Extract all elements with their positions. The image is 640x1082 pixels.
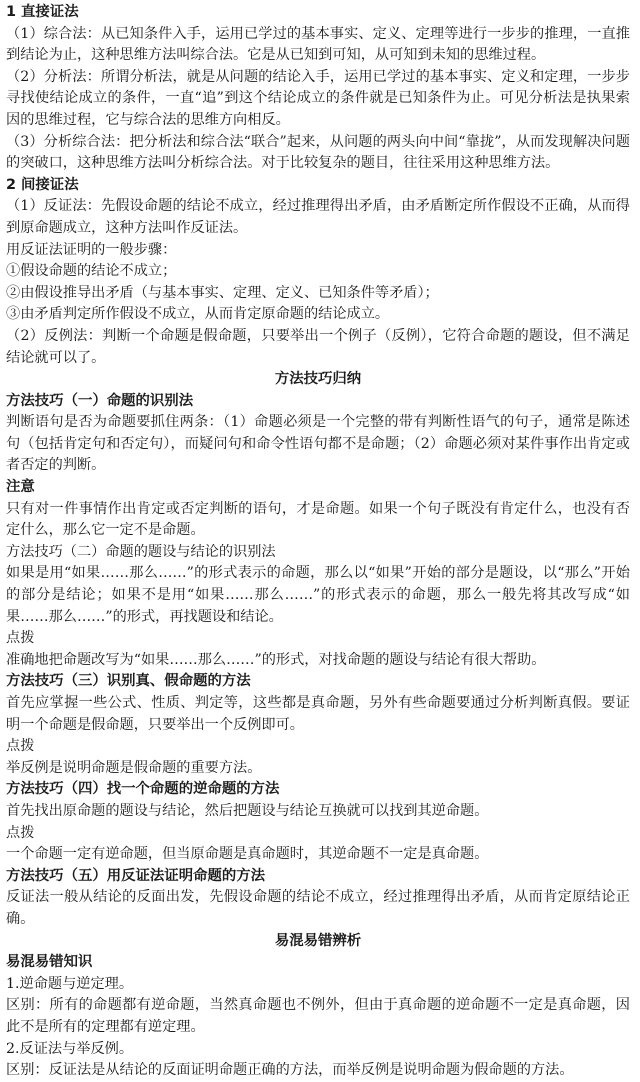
section-title-confusion: 易混易错辨析 (274, 932, 362, 949)
heading-technique-1: 方法技巧（一）命题的识别法 (6, 392, 194, 409)
para-contradiction-method: （1）反证法：先假设命题的结论不成立，经过推理得出矛盾，由矛盾断定所作假设不正确，从而得到原命题成立，这种方法叫作反证法。 (6, 198, 630, 236)
heading-technique-2: 方法技巧（二）命题的题设与结论的识别法 (6, 543, 276, 560)
para-tip-3: 一个命题一定有逆命题，但当原命题是真命题时，其逆命题不一定是真命题。 (6, 846, 489, 863)
heading-technique-4: 方法技巧（四）找一个命题的逆命题的方法 (6, 781, 280, 798)
step-3: ③由矛盾判定所作假设不成立，从而肯定原命题的结论成立。 (6, 306, 390, 323)
heading-direct-proof: 1 直接证法 (6, 4, 79, 20)
para-contradiction-difference: 区别：反证法是从结论的反面证明命题正确的方法，而举反例是说明命题为假命题的方法。 (6, 1062, 574, 1079)
para-technique-4: 首先找出原命题的题设与结论，然后把题设与结论互换就可以找到其逆命题。 (6, 802, 489, 819)
label-tip-2: 点拨 (6, 738, 35, 755)
label-tip-3: 点拨 (6, 824, 35, 841)
heading-note: 注意 (6, 479, 35, 496)
label-tip-1: 点拨 (6, 630, 35, 647)
step-1: ①假设命题的结论不成立； (6, 263, 177, 280)
para-counterexample-method: （2）反例法：判断一个命题是假命题，只要举出一个例子（反例），它符合命题的题设，但不满足结论就可以了。 (6, 327, 630, 366)
para-converse-difference: 区别：所有的命题都有逆命题，当然真命题也不例外，但由于真命题的逆命题不一定是真命题，因此不是所有的定理都有逆定理。 (6, 997, 630, 1035)
item-contradiction-vs-counterexample: 2.反证法与举反例。 (6, 1040, 134, 1057)
para-technique-1: 判断语句是否为命题要抓住两条：（1）命题必须是一个完整的带有判断性语气的句子，通常是陈述句（包括肯定句和否定句），而疑问句和命令性语句都不是命题；（2）命题必须对某件事作出肯定或者否定的判断。 (6, 414, 630, 474)
para-tip-2: 举反例是说明命题是假命题的重要方法。 (6, 759, 262, 776)
step-2: ②由假设推导出矛盾（与基本事实、定理、定义、已知条件等矛盾）； (6, 284, 439, 301)
para-technique-2: 如果是用“如果……那么……”的形式表示的命题，那么以“如果”开始的部分是题设，以“那么”开始的部分是结论；如果不是用“如果……那么……”的形式表示的命题，那么一般先将其改写成“如果……那么……”的形式，再找题设和结论。 (6, 565, 630, 625)
para-note: 只有对一件事情作出肯定或否定判断的语句，才是命题。如果一个句子既没有肯定什么，也没有否定什么，那么它一定不是命题。 (6, 500, 630, 539)
heading-technique-5: 方法技巧（五）用反证法证明命题的方法 (6, 867, 266, 884)
para-analysis-method: （2）分析法：所谓分析法，就是从问题的结论入手，运用已学过的基本事实、定义和定理，一步步寻找使结论成立的条件，一直“追”到这个结论成立的条件就是已知条件为止。可见分析法是执果索因的思维过程，它与综合法的思维方向相反。 (6, 68, 630, 128)
para-analysis-synthesis-method: （3）分析综合法：把分析法和综合法“联合”起来，从问题的两头向中间“靠拢”，从而发现解决问题的突破口，这种思维方法叫分析综合法。对于比较复杂的题目，往往采用这种思维方法。 (6, 133, 630, 172)
para-technique-5: 反证法一般从结论的反面出发，先假设命题的结论不成立，经过推理得出矛盾，从而肯定原结论正确。 (6, 889, 630, 927)
heading-technique-3: 方法技巧（三）识别真、假命题的方法 (6, 673, 251, 690)
para-synthesis-method: （1）综合法：从已知条件入手，运用已学过的基本事实、定义、定理等进行一步步的推理，一直推到结论为止，这种思维方法叫综合法。它是从已知到可知，从可知到未知的思维过程。 (6, 25, 630, 64)
para-technique-3: 首先应掌握一些公式、性质、判定等，这些都是真命题，另外有些命题要通过分析判断真假。要证明一个命题是假命题，只要举出一个反例即可。 (6, 695, 630, 733)
para-steps-intro: 用反证法证明的一般步骤： (6, 241, 177, 258)
para-tip-1: 准确地把命题改写为“如果……那么……”的形式，对找命题的题设与结论有很大帮助。 (6, 651, 546, 668)
heading-indirect-proof: 2 间接证法 (6, 176, 79, 193)
section-title-methods: 方法技巧归纳 (274, 371, 362, 388)
item-converse: 1.逆命题与逆定理。 (6, 975, 134, 992)
heading-confusion-knowledge: 易混易错知识 (6, 954, 93, 971)
